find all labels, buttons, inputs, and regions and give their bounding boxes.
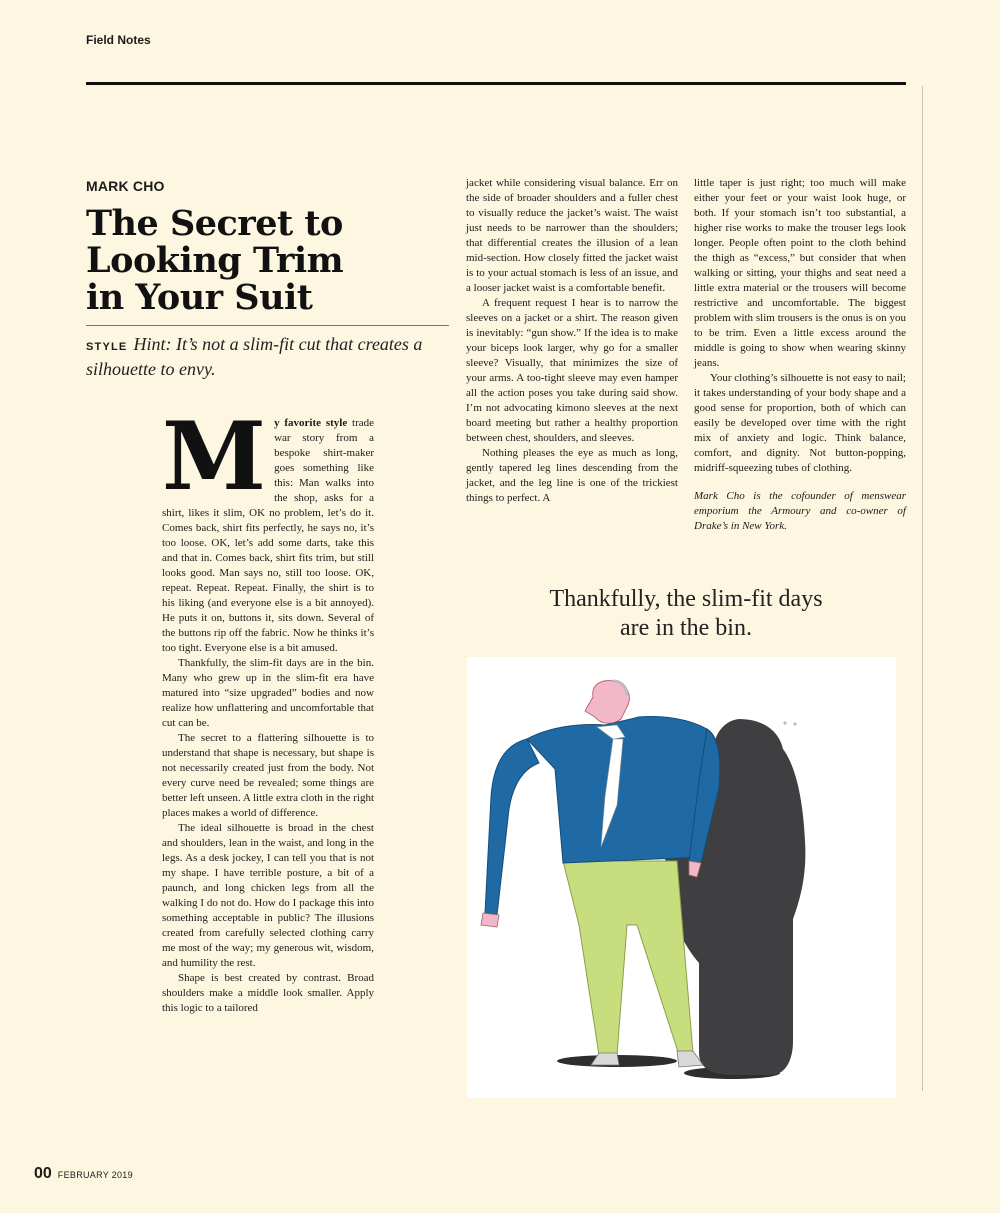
category-tag: STYLE <box>86 341 128 353</box>
section-label: Field Notes <box>86 33 151 47</box>
article-column-3 <box>694 176 906 534</box>
deck-rule <box>86 325 449 326</box>
article-column-1 <box>162 402 375 1016</box>
illustration <box>467 657 896 1098</box>
paragraph: A frequent request I hear is to narrow the sleeves on a jacket or a shirt. The reason given is inevitably: “gun show.” If the idea is to make your biceps look larger, why go for a smaller sleeve? Visually, that minimizes the size of your arms. A too-tight sleeve may even hamper all the action poses you take during said show. I’m not advocating kimono sleeves at the next board meeting but rather a healthy proportion between chest, shoulders, and sleeves. <box>466 297 678 444</box>
lead-paragraph <box>162 402 375 656</box>
headline-line: The Secret to <box>86 203 343 244</box>
man-and-silhouette-illustration <box>467 657 896 1098</box>
deck-text: Hint: It’s not a slim-fit cut that creates a silhouette to envy. <box>86 334 423 379</box>
drop-cap: M <box>162 402 267 512</box>
pull-quote-line: are in the bin. <box>620 615 752 641</box>
paragraph: Your clothing’s silhouette is not easy to nail; it takes understanding of your body shape and a good sense for proportion, both of which can easily be developed over time with the right mix of anxiety and logic. Think balance, comfort, and dignity. Not button-popping, midriff-squeezing tubes of clothing. <box>694 372 906 474</box>
author-byline: MARK CHO <box>86 178 165 194</box>
page-number: 00 <box>34 1165 52 1182</box>
paragraph: Nothing pleases the eye as much as long, gently tapered leg lines descending from the jacket, and the leg line is one of the trickiest things to perfect. A <box>466 447 678 504</box>
paragraph: little taper is just right; too much will make either your feet or your waist look huge, or both. If your stomach isn’t too substantial, a higher rise works to make the trouser legs look longer. People often point to the cloth behind the thigh as “excess,” but consider that when walking or sitting, your thighs and seat need a little extra material or the trousers will become restrictive and uncomfortable. The biggest problem with slim trousers is the onus is on you to be trim. Even a little excess around the middle is going to show when wearing skinny jeans. <box>694 177 906 369</box>
headline-line: in Your Suit <box>86 277 313 318</box>
issue-date: FEBRUARY 2019 <box>57 1170 133 1180</box>
article-column-2 <box>466 176 678 506</box>
author-bio: Mark Cho is the cofounder of menswear emporium the Armoury and co-owner of Drake’s in New York. <box>694 490 906 532</box>
top-rule <box>86 82 906 85</box>
paragraph: The ideal silhouette is broad in the chest and shoulders, lean in the waist, and long in the legs. As a desk jockey, I can tell you that is not my shape. I have terrible posture, a bit of a paunch, and long chicken legs from all the walking I do not do. How do I package this into something acceptable in public? The illusions created from carefully selected clothing carry me most of the way; my generous wit, wisdom, and humility the rest. <box>162 822 374 969</box>
paragraph: The secret to a flattering silhouette is to understand that shape is necessary, but shape is not necessarily created just from the body. Not every curve need be revealed; some things are better left unseen. A little extra cloth in the right places makes a world of difference. <box>162 732 374 819</box>
paragraph: Thankfully, the slim-fit days are in the bin. Many who grew up in the slim-fit era have matured into “size upgraded” bodies and now realize how unflattering and uncomfortable that cut can be. <box>162 657 374 729</box>
margin-rule <box>922 86 923 1091</box>
deck <box>86 333 449 382</box>
lead-in: y favorite style <box>274 417 348 429</box>
paragraph: jacket while considering visual balance. Err on the side of broader shoulders and a fuller chest to visually reduce the jacket’s waist. The waist just needs to be narrower than the shoulders; that differential creates the illusion of a lean mid-section. How closely fitted the jacket waist is to your actual stomach is less of an issue, and a looser jacket waist is a comfortable benefit. <box>466 177 678 294</box>
paragraph: Shape is best created by contrast. Broad shoulders make a middle look smaller. Apply this logic to a tailored <box>162 972 374 1014</box>
paragraph-text: trade war story from a bespoke shirt-maker goes something like this: Man walks into the shop, asks for a shirt, likes it slim, OK no problem, let’s do it. Comes back, shirt fits perfectly, he says no, it’s too loose. OK, let’s add some darts, take this and that in. Comes back, shirt fits trim, but still looks good. Man says no, still too loose. OK, repeat. Repeat. Repeat. Finally, the shirt is to his liking (and everyone else is a bit annoyed). He puts it on, buttons it, sits down. Several of the buttons rip off the fabric. Now he thinks it’s too tight. Everyone else is a bit amused. <box>162 417 375 654</box>
headline <box>86 205 446 316</box>
headline-line: Looking Trim <box>86 240 344 281</box>
page-footer <box>34 1165 133 1183</box>
pull-quote-line: Thankfully, the slim-fit days <box>549 586 823 612</box>
pull-quote <box>466 585 906 643</box>
